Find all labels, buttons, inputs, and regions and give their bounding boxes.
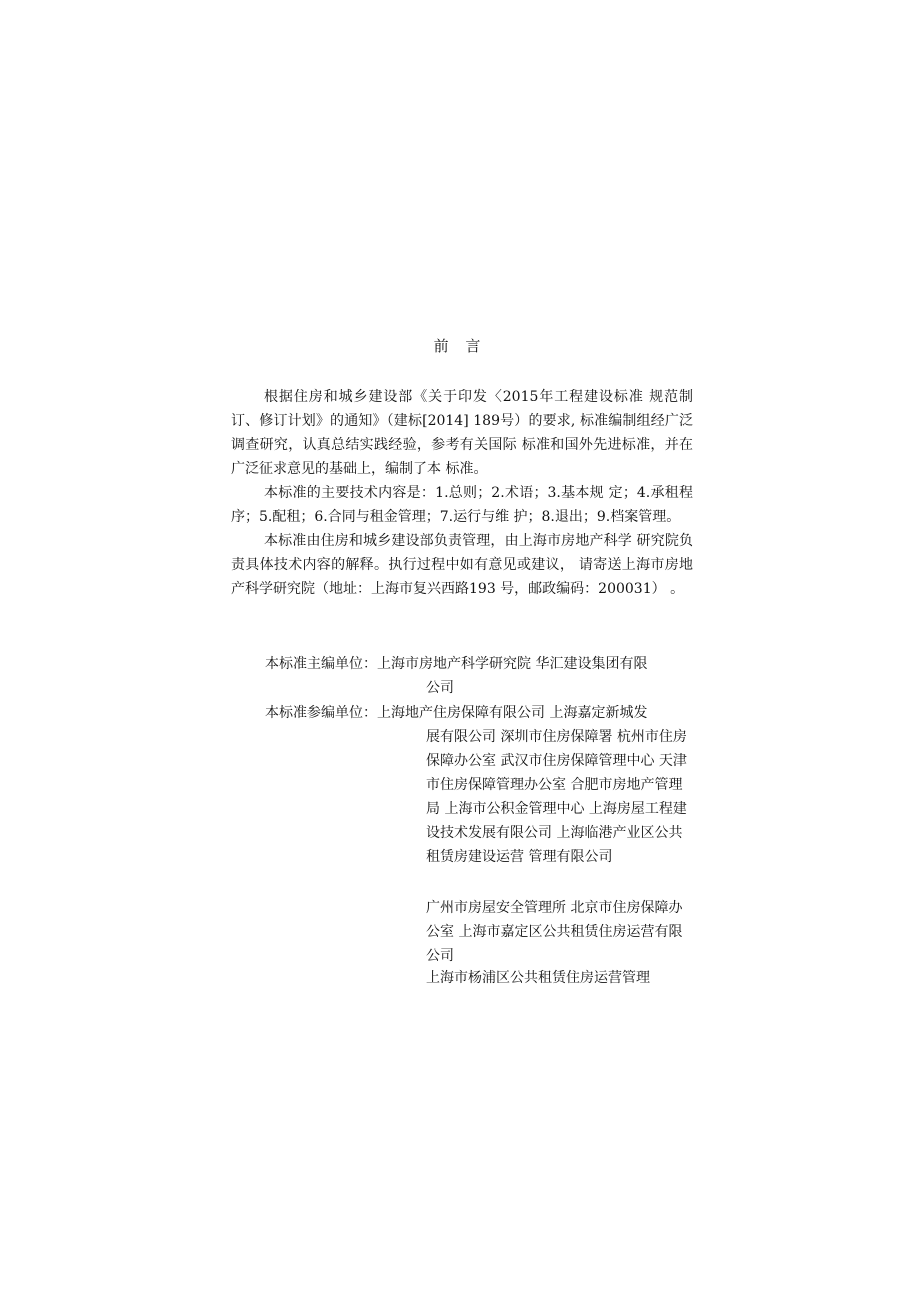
chief-units-first: 上海市房地产科学研究院 华汇建设集团有限: [377, 656, 648, 672]
chief-units-rest: 公司: [426, 680, 454, 696]
paragraph-technical-content: 本标准的主要技术内容是：1.总则；2.术语；3.基本规 定；4.承租程序；5.配租；6.合同与租金管理；7.运行与维 护；8.退出；9.档案管理。: [231, 485, 693, 525]
participating-units-block2: 广州市房屋安全管理所 北京市住房保障办公室 上海市嘉定区公共租赁住房运营有限 公司: [426, 900, 683, 964]
chief-units-row: [265, 652, 647, 676]
page-title: 前 言: [433, 337, 487, 355]
participating-units-block3: 上海市杨浦区公共租赁住房运营管理: [426, 970, 650, 986]
paragraph-management: 本标准由住房和城乡建设部负责管理，由上海市房地产科学 研究院负责具体技术内容的解释。执行过程中如有意见或建议， 请寄送上海市房地产科学研究院（地址：上海市复兴西路193 号，邮政编码：200031） 。: [231, 533, 693, 597]
participating-units-label: 本标准参编单位：: [265, 705, 377, 721]
participating-units-rest: 展有限公司 深圳市住房保障署 杭州市住房保障办公室 武汉市住房保障管理中心 天津市住房保障管理办公室 合肥市房地产管理局 上海市公积金管理中心 上海房屋工程建设技术发展有限公司 上海临港产业区公共租赁房建设运营 管理有限公司: [426, 729, 687, 865]
paragraph-basis: 根据住房和城乡建设部《关于印发〈2015年工程建设标准 规范制订、修订计划》的通知》（建标[2014] 189号）的要求, 标准编制组经广泛调查研究，认真总结实践经验，参考有关国际 标准和国外先进标准，并在广泛征求意见的基础上，编制了本 标准。: [231, 389, 693, 477]
participating-units-row: [265, 701, 647, 725]
participating-units-first: 上海地产住房保障有限公司 上海嘉定新城发: [377, 705, 648, 721]
chief-units-label: 本标准主编单位：: [265, 656, 377, 672]
preface-body: [231, 385, 693, 601]
